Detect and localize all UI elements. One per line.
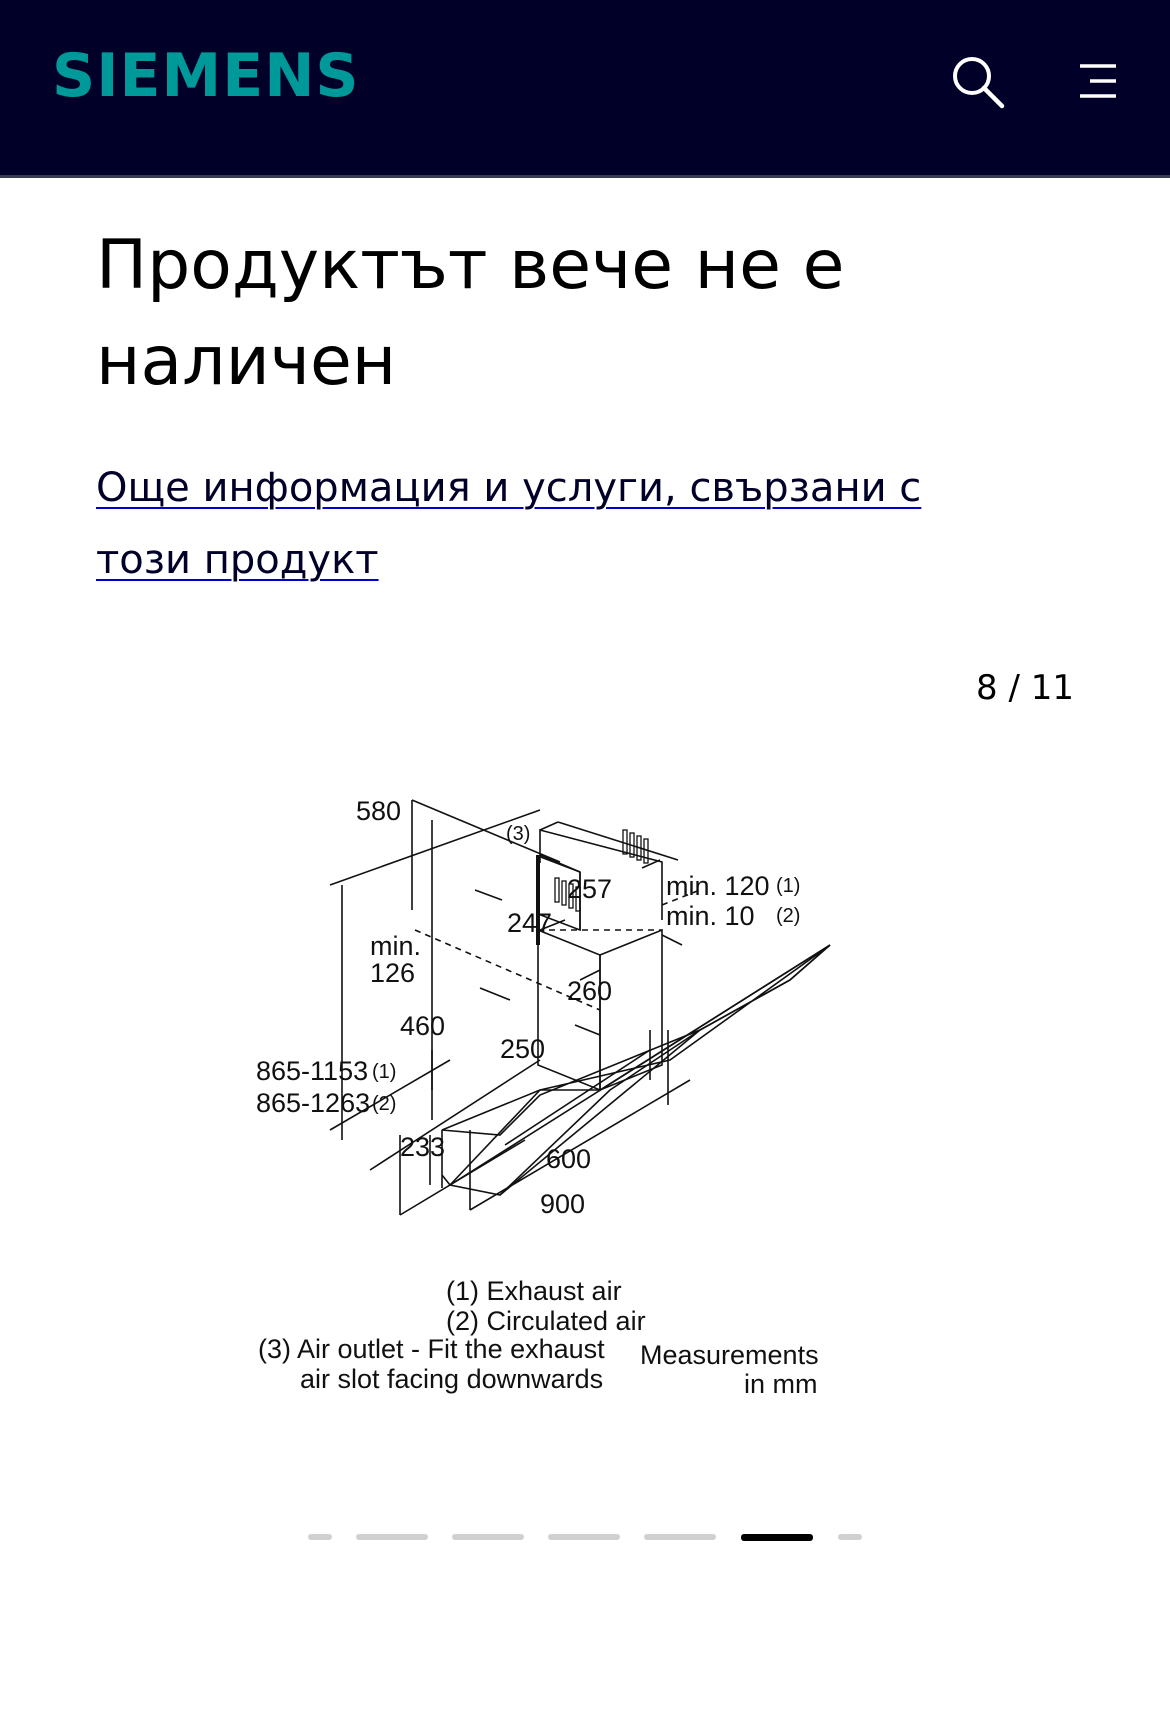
- sup-1-b: (1): [372, 1061, 397, 1083]
- top-header: [0, 0, 1170, 178]
- search-icon: [948, 52, 1008, 112]
- sup-2-b: (2): [372, 1093, 397, 1115]
- dim-250: 250: [500, 1034, 546, 1064]
- dim-126: 126: [370, 958, 416, 988]
- siemens-logo[interactable]: SIEMENS: [52, 41, 360, 111]
- menu-button[interactable]: [1072, 56, 1122, 106]
- note-in-mm: in mm: [744, 1369, 818, 1399]
- carousel-indicator[interactable]: [356, 1534, 428, 1540]
- sup-2-a: (2): [776, 905, 801, 927]
- carousel-indicator[interactable]: [644, 1534, 716, 1540]
- dim-min-120: min. 120: [666, 871, 770, 901]
- note-circulated-air: (2) Circulated air: [446, 1306, 646, 1336]
- sup-1-a: (1): [776, 875, 801, 897]
- dim-min-10: min. 10: [666, 901, 755, 931]
- carousel-indicator[interactable]: [452, 1534, 524, 1540]
- dim-260: 260: [567, 976, 613, 1006]
- dim-865-1153: 865-1153: [256, 1056, 369, 1086]
- menu-icon: [1072, 56, 1122, 106]
- dim-460: 460: [400, 1011, 446, 1041]
- dim-580: 580: [356, 796, 402, 826]
- dim-247: 247: [507, 908, 553, 938]
- note-air-outlet: (3) Air outlet - Fit the exhaust: [258, 1334, 605, 1364]
- dimension-drawing: [256, 790, 910, 1420]
- dim-min: min.: [370, 931, 422, 961]
- page-title: Продуктът вече не е наличен: [96, 226, 845, 401]
- product-info-link[interactable]: Още информация и услуги, свързани с този продукт: [96, 465, 922, 583]
- dim-257: 257: [567, 874, 613, 904]
- search-button[interactable]: [948, 52, 1008, 112]
- carousel-indicators: [308, 1534, 868, 1542]
- note-exhaust-air: (1) Exhaust air: [446, 1276, 622, 1306]
- carousel-indicator[interactable]: [308, 1534, 332, 1540]
- carousel-indicator[interactable]: [548, 1534, 620, 1540]
- dim-600: 600: [546, 1144, 592, 1174]
- gallery-counter: 8 / 11: [976, 668, 1074, 708]
- dim-233: 233: [400, 1132, 446, 1162]
- ref-3: (3): [506, 823, 531, 845]
- carousel-indicator-active[interactable]: [741, 1534, 813, 1541]
- carousel-indicator[interactable]: [838, 1534, 862, 1540]
- note-air-slot: air slot facing downwards: [300, 1364, 604, 1394]
- dim-865-1263: 865-1263: [256, 1088, 371, 1118]
- dim-900: 900: [540, 1189, 586, 1219]
- note-measurements: Measurements: [640, 1340, 819, 1370]
